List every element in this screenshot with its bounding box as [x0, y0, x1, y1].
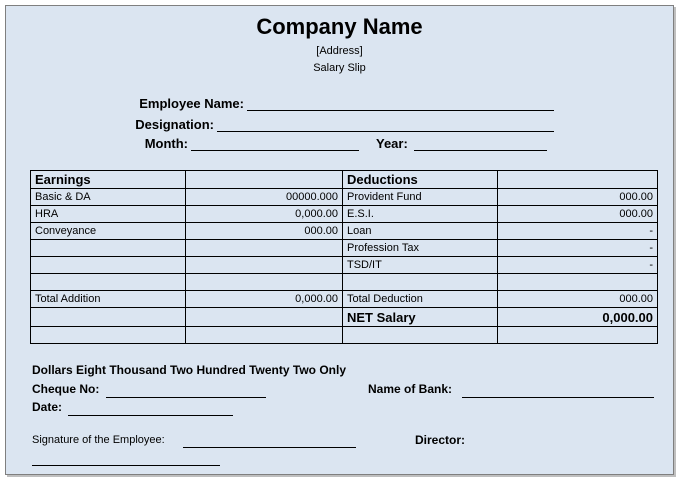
total-addition-label: Total Addition: [31, 291, 186, 308]
net-salary-label: NET Salary: [343, 308, 498, 327]
deduction-label: TSD/IT: [343, 257, 498, 274]
director-label: Director:: [415, 433, 466, 447]
deduction-amount: 000.00: [498, 206, 658, 223]
deduction-label: E.S.I.: [343, 206, 498, 223]
net-salary-row: [31, 308, 658, 327]
table-cell: [343, 327, 498, 344]
signature-field-continued[interactable]: [32, 452, 220, 466]
earning-amount: [186, 240, 343, 257]
month-label: Month:: [144, 136, 188, 151]
table-cell: [498, 327, 658, 344]
deduction-label: Profession Tax: [343, 240, 498, 257]
table-row: [31, 206, 658, 223]
document-title: Salary Slip: [313, 62, 366, 74]
company-name: Company Name: [256, 14, 423, 39]
deduction-amount: [498, 274, 658, 291]
deduction-amount: -: [498, 223, 658, 240]
date-field[interactable]: [68, 402, 233, 416]
table-cell: [186, 171, 343, 189]
total-deduction-label: Total Deduction: [343, 291, 498, 308]
table-row: [31, 327, 658, 344]
employee-name-field[interactable]: [247, 97, 554, 111]
designation-label: Designation:: [135, 117, 214, 132]
deduction-label: Provident Fund: [343, 189, 498, 206]
deduction-label: [343, 274, 498, 291]
table-row: [31, 274, 658, 291]
earning-amount: 0,000.00: [186, 206, 343, 223]
date-label: Date:: [32, 400, 63, 414]
salary-slip-sheet: [5, 5, 674, 475]
table-header-row: [31, 171, 658, 189]
earning-label: Conveyance: [31, 223, 186, 240]
earning-label: [31, 257, 186, 274]
table-cell: [31, 308, 186, 327]
earning-amount: [186, 257, 343, 274]
earnings-header: Earnings: [31, 171, 186, 189]
employee-name-label: Employee Name:: [139, 96, 244, 111]
deduction-amount: -: [498, 240, 658, 257]
earning-amount: 00000.000: [186, 189, 343, 206]
table-row: [31, 189, 658, 206]
earning-label: HRA: [31, 206, 186, 223]
bank-label: Name of Bank:: [368, 382, 453, 396]
earning-amount: [186, 274, 343, 291]
total-addition-value: 0,000.00: [186, 291, 343, 308]
table-row: [31, 240, 658, 257]
totals-row: [31, 291, 658, 308]
earning-amount: 000.00: [186, 223, 343, 240]
table-cell: [186, 308, 343, 327]
month-field[interactable]: [191, 137, 359, 151]
salary-table: [30, 170, 658, 344]
table-row: [31, 223, 658, 240]
table-cell: [498, 171, 658, 189]
earning-label: [31, 274, 186, 291]
cheque-label: Cheque No:: [32, 382, 100, 396]
signature-label: Signature of the Employee:: [32, 434, 165, 446]
year-field[interactable]: [414, 137, 547, 151]
deduction-amount: 000.00: [498, 189, 658, 206]
table-cell: [31, 327, 186, 344]
table-cell: [186, 327, 343, 344]
signature-field[interactable]: [183, 434, 356, 448]
amount-in-words: Dollars Eight Thousand Two Hundred Twenty Two Only: [32, 363, 346, 377]
table-row: [31, 257, 658, 274]
bank-field[interactable]: [462, 384, 654, 398]
deductions-header: Deductions: [343, 171, 498, 189]
total-deduction-value: 000.00: [498, 291, 658, 308]
deduction-amount: -: [498, 257, 658, 274]
designation-field[interactable]: [217, 118, 554, 132]
cheque-field[interactable]: [106, 384, 266, 398]
year-label: Year:: [376, 136, 408, 151]
deduction-label: Loan: [343, 223, 498, 240]
earning-label: [31, 240, 186, 257]
company-address: [Address]: [316, 45, 363, 57]
earning-label: Basic & DA: [31, 189, 186, 206]
net-salary-value: 0,000.00: [498, 308, 658, 327]
